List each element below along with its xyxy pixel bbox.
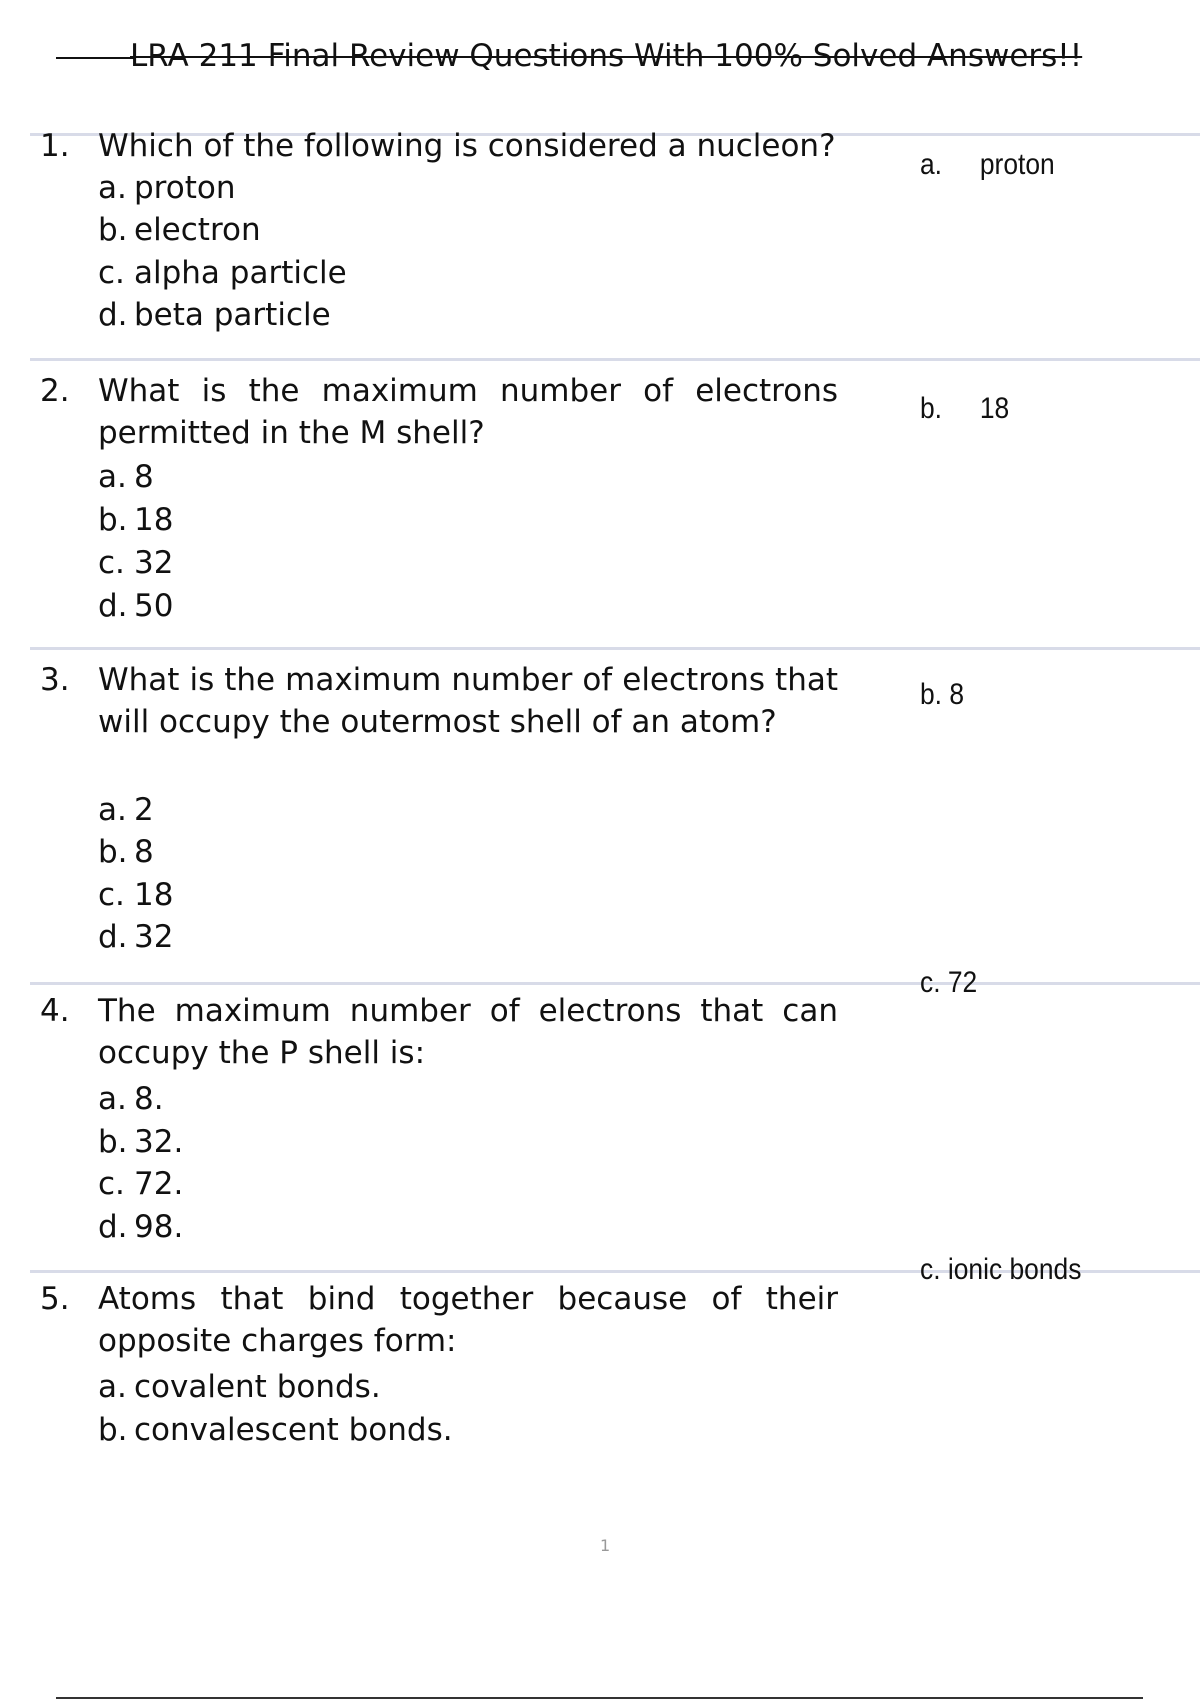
option-text: alpha particle bbox=[134, 255, 347, 291]
question-text: Which of the following is considered a nucleon? bbox=[98, 128, 836, 164]
question-text: Atoms that bind together because of their opposite charges form: bbox=[98, 1281, 838, 1359]
option-text: electron bbox=[134, 212, 261, 248]
option-letter: c. bbox=[98, 545, 125, 581]
answer-option bbox=[98, 1409, 453, 1451]
answer-option bbox=[98, 542, 173, 584]
option-text: 18 bbox=[134, 502, 174, 538]
correct-answer bbox=[920, 148, 1055, 182]
answer-option bbox=[98, 916, 173, 958]
option-letter: c. bbox=[98, 877, 125, 913]
option-text: 8 bbox=[134, 834, 154, 870]
question-number: 3. bbox=[40, 662, 70, 698]
answer-option bbox=[98, 499, 173, 541]
option-letter: b. bbox=[98, 834, 128, 870]
correct-answer: c. ionic bonds bbox=[920, 1253, 1082, 1286]
option-text: 18 bbox=[134, 877, 174, 913]
option-letter: a. bbox=[98, 1369, 127, 1405]
answer-option bbox=[98, 789, 154, 831]
option-text: 2 bbox=[134, 792, 154, 828]
option-text: 32. bbox=[134, 1124, 184, 1160]
option-letter: d. bbox=[98, 919, 128, 955]
option-letter: d. bbox=[98, 588, 128, 624]
answer-option bbox=[98, 1206, 183, 1248]
answer-option bbox=[98, 456, 154, 498]
title-rule bbox=[56, 57, 134, 59]
option-text: 32 bbox=[134, 919, 174, 955]
question-text: What is the maximum number of electrons permitted in the M shell? bbox=[98, 373, 838, 451]
correct-answer: c. 72 bbox=[920, 966, 978, 999]
question-divider bbox=[30, 982, 1200, 985]
option-text: 8 bbox=[134, 459, 154, 495]
answer-option bbox=[98, 1078, 164, 1120]
answer-option bbox=[98, 1366, 381, 1408]
option-text: 8. bbox=[134, 1081, 164, 1117]
correct-answer bbox=[920, 392, 1009, 426]
answer-letter: b. bbox=[920, 392, 943, 425]
option-letter: c. bbox=[98, 1166, 125, 1202]
option-letter: a. bbox=[98, 459, 127, 495]
answer-option bbox=[98, 831, 154, 873]
question-number: 4. bbox=[40, 993, 70, 1029]
answer-text: 18 bbox=[979, 392, 1010, 425]
option-letter: a. bbox=[98, 1081, 127, 1117]
option-letter: b. bbox=[98, 502, 128, 538]
option-letter: d. bbox=[98, 1209, 128, 1245]
page-number: 1 bbox=[600, 1536, 611, 1555]
document-title: LRA 211 Final Review Questions With 100% Solved Answers!! bbox=[130, 38, 1083, 74]
option-text: 98. bbox=[134, 1209, 184, 1245]
answer-option bbox=[98, 874, 173, 916]
option-letter: b. bbox=[98, 1412, 128, 1448]
question-number: 5. bbox=[40, 1281, 70, 1317]
footer-rule bbox=[56, 1697, 1143, 1699]
option-letter: a. bbox=[98, 792, 127, 828]
question-number: 2. bbox=[40, 373, 70, 409]
option-text: 72. bbox=[134, 1166, 184, 1202]
question-divider bbox=[30, 647, 1200, 650]
question-number: 1. bbox=[40, 128, 70, 164]
option-text: 32 bbox=[134, 545, 174, 581]
correct-answer: b. 8 bbox=[920, 678, 965, 711]
answer-letter: a. bbox=[920, 148, 943, 181]
option-letter: c. bbox=[98, 255, 125, 291]
answer-option bbox=[98, 294, 331, 336]
answer-text: proton bbox=[979, 148, 1055, 181]
answer-option bbox=[98, 1163, 183, 1205]
answer-option bbox=[98, 1121, 183, 1163]
option-text: beta particle bbox=[134, 297, 331, 333]
answer-option bbox=[98, 167, 235, 209]
option-text: 50 bbox=[134, 588, 174, 624]
option-text: convalescent bonds. bbox=[134, 1412, 453, 1448]
option-letter: a. bbox=[98, 170, 127, 206]
option-letter: b. bbox=[98, 212, 128, 248]
answer-option bbox=[98, 252, 347, 294]
option-letter: b. bbox=[98, 1124, 128, 1160]
answer-option bbox=[98, 585, 173, 627]
option-letter: d. bbox=[98, 297, 128, 333]
option-text: covalent bonds. bbox=[134, 1369, 381, 1405]
answer-option bbox=[98, 209, 261, 251]
question-text: The maximum number of electrons that can occupy the P shell is: bbox=[98, 993, 838, 1071]
question-divider bbox=[30, 358, 1200, 361]
option-text: proton bbox=[134, 170, 236, 206]
question-text: What is the maximum number of electrons that will occupy the outermost shell of an atom? bbox=[98, 662, 838, 740]
